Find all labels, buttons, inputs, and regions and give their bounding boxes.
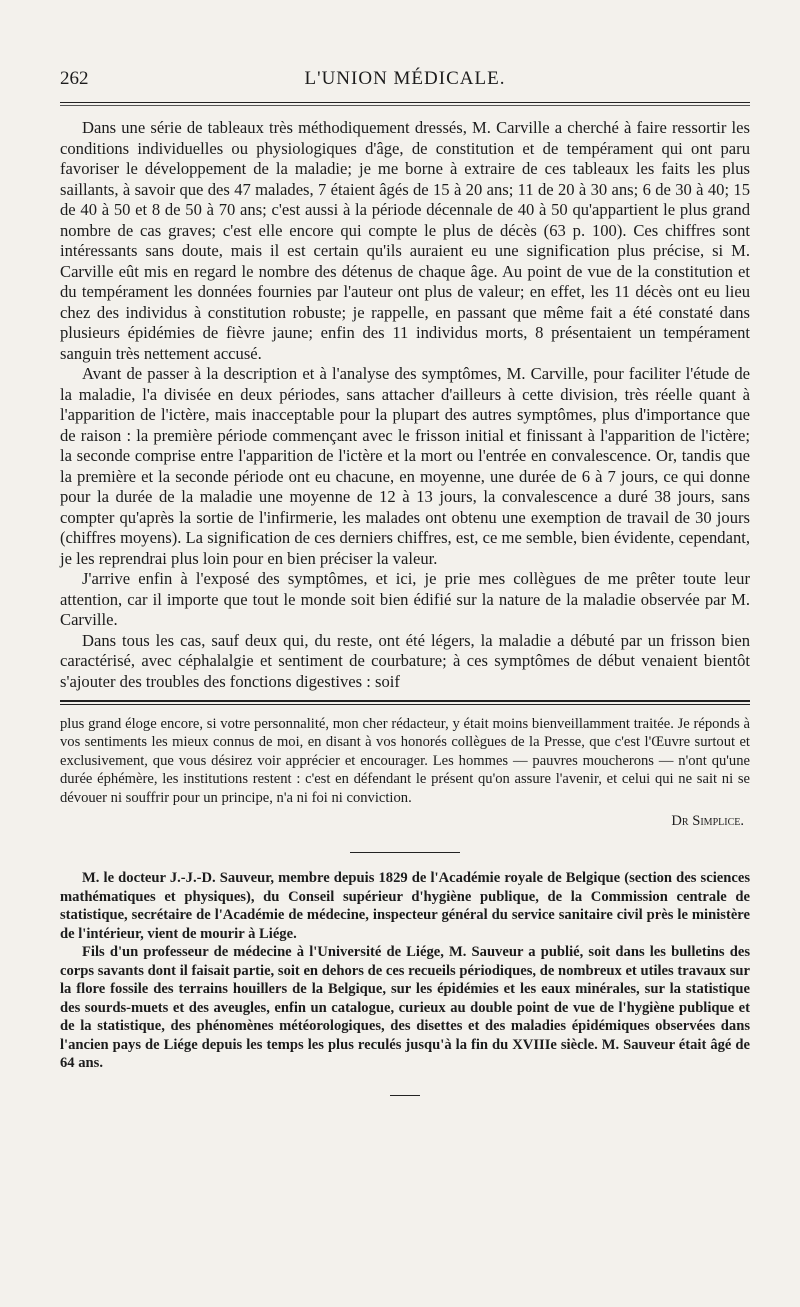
main-paragraph: Avant de passer à la description et à l'analyse des symptômes, M. Carville, pour faciliter l'étude de la maladie, l'a divisée en deux périodes, sans attacher d'ailleurs à cette division, très réelle quant à l'apparition de l'ictère, mais inacceptable pour la plupart des autres symptômes, plus d'importance que de raison : la première période commençant avec le frisson initial et finissant à l'apparition de l'ictère; la seconde comprise entre l'apparition de l'ictère et la mort ou l'entrée en convalescence. Or, tandis que la première et la seconde période ont eu chacune, en moyenne, une durée de 6 à 7 jours, ce qui donne pour la durée de la maladie une moyenne de 12 à 13 jours, la convalescence a duré 38 jours, sans compter qu'après la sortie de l'infirmerie, les malades ont obtenu une exemption de travail de 30 jours (chiffres moyens). La signification de ces derniers chiffres, est, ce me semble, bien évidente, cependant, je les reprendrai plus loin pour en bien préciser la valeur.: [60, 364, 750, 568]
header-rule: [60, 102, 750, 103]
obituary-notice: [60, 869, 750, 1073]
running-head: [60, 58, 750, 98]
feuilleton-rule-bottom: [60, 704, 750, 705]
page-number: 262: [60, 68, 89, 89]
feuilleton-rule-top: [60, 700, 750, 702]
notice-paragraph: M. le docteur J.-J.-D. Sauveur, membre depuis 1829 de l'Académie royale de Belgique (section des sciences mathématiques et physiques), du Conseil supérieur d'hygiène publique, de la Commission centrale de statistique, secrétaire de l'Académie de médecine, inspecteur général du service sanitaire civil près le ministère de l'intérieur, vient de mourir à Liége.: [60, 870, 750, 942]
main-paragraph: J'arrive enfin à l'exposé des symptômes, et ici, je prie mes collègues de me prêter toute leur attention, car il importe que tout le monde soit bien édifié sur la nature de la maladie observée par M. Carville.: [60, 569, 750, 629]
notice-paragraph: Fils d'un professeur de médecine à l'Université de Liége, M. Sauveur a publié, soit dans les bulletins des corps savants dont il faisait partie, soit en dehors de ces recueils périodiques, de nombreux et utiles travaux sur la flore fossile des terrains houillers de la Belgique, sur les épidémies et les eaux minérales, sur la statistique des sourds-muets et des aveugles, enfin un catalogue, curieux au double point de vue de l'hygiène publique et de la statistique, des phénomènes météorologiques, des disettes et des maladies épidémiques observées dans l'ancien pays de Liége depuis les temps les plus reculés jusqu'à la fin du XVIIIe siècle. M. Sauveur était âgé de 64 ans.: [60, 944, 750, 1072]
main-paragraph: Dans une série de tableaux très méthodiquement dressés, M. Carville a cherché à faire ressortir les conditions individuelles ou physiologiques d'âge, de constitution et de tempérament qui ont paru favoriser le développement de la maladie; je me borne à extraire de ces tableaux les faits les plus saillants, à savoir que des 47 malades, 7 étaient âgés de 15 à 20 ans; 11 de 20 à 30 ans; 6 de 30 à 40; 15 de 40 à 50 et 8 de 50 à 70 ans; c'est aussi à la période décennale de 40 à 50 qu'appartient le plus grand nombre de cas graves; c'est elle encore qui compte le plus de décès (63 p. 100). Ces chiffres sont intéressants sans doute, mais il est certain qu'ils auraient eu une signification plus précise, si M. Carville eût mis en regard le nombre des détenus de chaque âge. Au point de vue de la constitution et du tempérament les données fournies par l'auteur ont plus de valeur; en effet, les 11 décès ont eu lieu chez des individus à constitution robuste; je rappelle, en passant que même fait a été constaté dans plusieurs épidémies de fièvre jaune; enfin des 11 individus morts, 8 présentaient un tempérament sanguin très nettement accusé.: [60, 118, 750, 363]
journal-title: L'UNION MÉDICALE.: [304, 68, 506, 89]
page: [60, 58, 750, 1096]
main-paragraph: Dans tous les cas, sauf deux qui, du reste, ont été légers, la maladie a débuté par un frisson bien caractérisé, avec céphalalgie et sentiment de courbature; à ces symptômes de début venaient bientôt s'ajouter des troubles des fonctions digestives : soif: [60, 630, 750, 691]
header-rule-thin: [60, 105, 750, 106]
section-separator: [350, 852, 460, 853]
end-rule: [390, 1095, 420, 1096]
feuilleton: [60, 715, 750, 830]
feuilleton-paragraph: plus grand éloge encore, si votre personnalité, mon cher rédacteur, y était moins bienveillamment traitée. Je réponds à vos sentiments les mieux connus de moi, en disant à vos honorés collègues de la Presse, que c'est l'Œuvre surtout et exclusivement, que vous désirez voir apprécier et encourager. Les hommes — pauvres moucherons — n'ont qu'une durée éphémère, les institutions restent : c'est en défendant le présent qu'on assure l'avenir, et celui qui ne sait ni se dévouer ni souffrir pour un principe, n'a ni foi ni conviction.: [60, 716, 750, 806]
signature: Dr Simplice.: [671, 813, 744, 830]
main-article: [60, 118, 750, 692]
